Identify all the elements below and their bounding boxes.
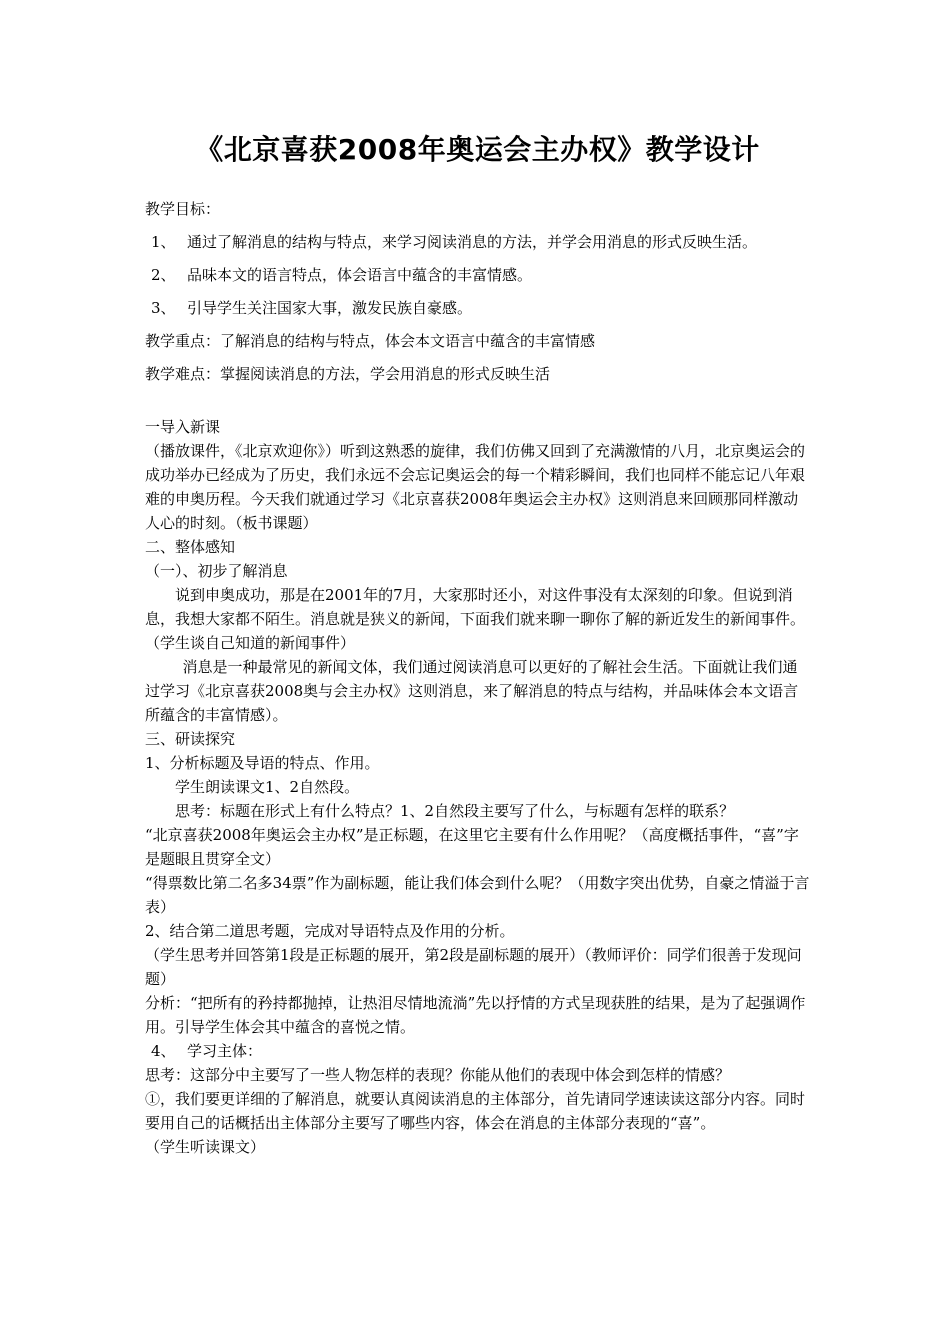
objective-item bbox=[145, 230, 810, 254]
paragraph: （学生思考并回答第1段是正标题的展开，第2段是副标题的展开）（教师评价：同学们很善于发现问题） bbox=[145, 946, 802, 988]
list-item: 1、分析标题及导语的特点、作用。 bbox=[145, 754, 380, 772]
list-number: 4、 bbox=[151, 1042, 176, 1060]
objective-text: 品味本文的语言特点，体会语言中蕴含的丰富情感。 bbox=[187, 266, 533, 284]
objective-text: 引导学生关注国家大事，激发民族自豪感。 bbox=[187, 299, 473, 317]
paragraph: 学生朗读课文1、2自然段。 bbox=[175, 778, 360, 796]
list-text: 学习主体： bbox=[187, 1042, 263, 1060]
objective-text: 通过了解消息的结构与特点，来学习阅读消息的方法，并学会用消息的形式反映生活。 bbox=[187, 233, 758, 251]
objective-item bbox=[145, 296, 810, 320]
objective-item bbox=[145, 263, 810, 287]
section-heading: 一导入新课 bbox=[145, 418, 221, 436]
paragraph: （播放课件，《北京欢迎你》）听到这熟悉的旋律，我们仿佛又回到了充满激情的八月，北京奥运会的成功举办已经成为了历史，我们永远不会忘记奥运会的每一个精彩瞬间，我们也同样不能忘记八年艰难的申奥历程。今天我们就通过学习《北京喜获2008年奥运会主办权》这则消息来回顾那同样激动人心的时刻。（板书课题） bbox=[145, 442, 806, 532]
paragraph: （学生听读课文） bbox=[145, 1138, 266, 1156]
paragraph: “得票数比第二名多34票”作为副标题，能让我们体会到什么呢？（用数字突出优势，自豪之情溢于言表） bbox=[145, 874, 810, 916]
paragraph: 思考：标题在形式上有什么特点？1、2自然段主要写了什么，与标题有怎样的联系？ bbox=[175, 802, 735, 820]
lesson-body bbox=[145, 415, 810, 1159]
section-heading: 二、整体感知 bbox=[145, 538, 236, 556]
key-point: 教学重点：了解消息的结构与特点，体会本文语言中蕴含的丰富情感 bbox=[145, 332, 596, 350]
objectives-label: 教学目标： bbox=[145, 200, 221, 218]
list-item: 2、结合第二道思考题，完成对导语特点及作用的分析。 bbox=[145, 922, 515, 940]
objective-number: 2、 bbox=[151, 266, 176, 284]
paragraph: 分析：“把所有的矜持都抛掉，让热泪尽情地流淌”先以抒情的方式呈现获胜的结果，是为了起强调作用。引导学生体会其中蕴含的喜悦之情。 bbox=[145, 994, 806, 1036]
objective-number: 1、 bbox=[151, 233, 176, 251]
objective-number: 3、 bbox=[151, 299, 176, 317]
document-title: 《北京喜获2008年奥运会主办权》教学设计 bbox=[195, 133, 760, 166]
document-page bbox=[145, 0, 810, 1344]
subsection-heading: （一）、初步了解消息 bbox=[145, 562, 288, 580]
paragraph: 思考：这部分中主要写了一些人物怎样的表现？你能从他们的表现中体会到怎样的情感？ bbox=[145, 1066, 731, 1084]
section-heading: 三、研读探究 bbox=[145, 730, 236, 748]
list-item bbox=[145, 1039, 810, 1063]
paragraph: 消息是一种最常见的新闻文体，我们通过阅读消息可以更好的了解社会生活。下面就让我们通过学习《北京喜获2008奥与会主办权》这则消息，来了解消息的特点与结构，并品味体会本文语言所蕴含的丰富情感）。 bbox=[145, 658, 799, 724]
paragraph: “北京喜获2008年奥运会主办权”是正标题，在这里它主要有什么作用呢？（高度概括事件，“喜”字是题眼且贯穿全文） bbox=[145, 826, 799, 868]
difficulty-point: 教学难点：掌握阅读消息的方法，学会用消息的形式反映生活 bbox=[145, 365, 551, 383]
paragraph: ①，我们要更详细的了解消息，就要认真阅读消息的主体部分，首先请同学速读读这部分内容。同时要用自己的话概括出主体部分主要写了哪些内容，体会在消息的主体部分表现的“喜”。 bbox=[145, 1090, 806, 1132]
paragraph: 说到申奥成功，那是在2001年的7月，大家那时还小，对这件事没有太深刻的印象。但说到消息，我想大家都不陌生。消息就是狭义的新闻，下面我们就来聊一聊你了解的新近发生的新闻事件。（学生谈自己知道的新闻事件） bbox=[145, 586, 806, 652]
objectives-block bbox=[145, 197, 810, 386]
